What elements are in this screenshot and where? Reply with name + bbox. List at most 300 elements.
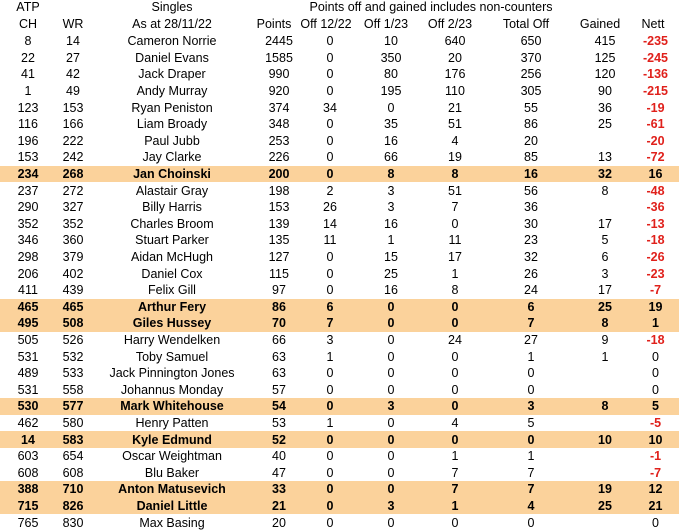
- table-row: [0, 498, 679, 515]
- total-off-cell: 7: [484, 481, 578, 498]
- table-row: [0, 348, 679, 365]
- off-1-23-cell: 35: [384, 117, 398, 132]
- off-1-23-cell: 0: [387, 515, 395, 530]
- off-1-23-cell: 0: [356, 315, 426, 332]
- gained-cell: 10: [578, 431, 632, 448]
- off-2-23-cell: 8: [426, 166, 484, 183]
- player-name: Blu Baker: [144, 465, 200, 480]
- gained-cell: 9: [601, 332, 609, 347]
- off-2-23-cell: 19: [448, 150, 462, 165]
- off-12-22-cell: 0: [326, 283, 334, 298]
- nett-cell: 0: [652, 366, 659, 381]
- points-cell: 198: [268, 183, 290, 198]
- points-cell: 920: [268, 84, 290, 99]
- off-1-23-cell: 0: [387, 382, 395, 397]
- off-2-23-cell: 176: [444, 67, 466, 82]
- gained-cell: 90: [598, 84, 612, 99]
- nett-cell: -18: [646, 233, 665, 248]
- ch-cell: 116: [18, 117, 38, 132]
- wr-cell: 577: [56, 398, 90, 415]
- total-off-cell: 4: [484, 498, 578, 515]
- off-2-23-cell: 1: [451, 266, 459, 281]
- nett-cell: -36: [646, 200, 665, 215]
- wr-cell: 533: [62, 366, 84, 381]
- gained-cell: 25: [578, 498, 632, 515]
- wr-cell: 508: [56, 315, 90, 332]
- player-name: Toby Samuel: [135, 349, 209, 364]
- gained-cell: 17: [598, 216, 612, 231]
- nett-cell: -13: [646, 216, 665, 231]
- rankings-body: [0, 33, 679, 531]
- total-off-cell: 5: [527, 415, 535, 430]
- total-off-cell: 56: [524, 183, 538, 198]
- player-name: Jack Pinnington Jones: [109, 366, 235, 381]
- off-2-23-cell: 640: [444, 34, 466, 49]
- ch-cell: 495: [0, 315, 56, 332]
- gained-cell: 8: [578, 315, 632, 332]
- ch-cell: 206: [17, 266, 39, 281]
- table-row: [0, 398, 679, 415]
- off-1-23-cell: 3: [387, 183, 395, 198]
- gained-cell: 8: [601, 183, 609, 198]
- off-12-22-cell: 0: [304, 431, 356, 448]
- off-2-23-cell: 0: [426, 315, 484, 332]
- player-name: Anton Matusevich: [90, 481, 254, 498]
- wr-cell: 166: [62, 117, 84, 132]
- table-row: [0, 50, 679, 67]
- player-name: Daniel Evans: [135, 50, 209, 65]
- nett-cell: -72: [646, 150, 665, 165]
- gained-cell: 19: [578, 481, 632, 498]
- nett-cell: -1: [649, 449, 662, 464]
- player-name: Harry Wendelken: [123, 332, 221, 347]
- table-row: [0, 83, 679, 100]
- ch-cell: 462: [17, 415, 39, 430]
- table-row: [0, 299, 679, 316]
- table-row: [0, 282, 679, 299]
- wr-cell: 558: [62, 382, 84, 397]
- ch-cell: 530: [0, 398, 56, 415]
- gained-cell: 25: [598, 117, 612, 132]
- atp-header: ATP: [16, 0, 40, 14]
- col-header-wr: WR: [62, 17, 84, 31]
- total-off-cell: 370: [520, 50, 542, 65]
- col-header-date: As at 28/11/22: [132, 17, 212, 31]
- points-cell: 1585: [265, 50, 293, 65]
- off-1-23-cell: 3: [356, 398, 426, 415]
- wr-cell: 465: [56, 299, 90, 316]
- points-cell: 115: [269, 266, 289, 281]
- wr-cell: 272: [62, 183, 84, 198]
- gained-cell: 125: [594, 50, 616, 65]
- total-off-cell: 24: [524, 283, 538, 298]
- table-row: [0, 133, 679, 150]
- total-off-cell: 27: [524, 332, 538, 347]
- total-off-cell: 20: [524, 133, 538, 148]
- total-off-cell: 32: [524, 250, 538, 265]
- col-header-total-off: Total Off: [502, 17, 550, 31]
- gained-cell: 1: [601, 349, 609, 364]
- table-row: [0, 216, 679, 233]
- total-off-cell: 650: [520, 34, 542, 49]
- player-name: Max Basing: [139, 515, 205, 530]
- table-row: [0, 199, 679, 216]
- table-row: [0, 514, 679, 531]
- table-row: [0, 265, 679, 282]
- wr-cell: 268: [56, 166, 90, 183]
- off-2-23-cell: 21: [448, 100, 462, 115]
- off-1-23-cell: 15: [384, 250, 398, 265]
- off-1-23-cell: 350: [380, 50, 402, 65]
- nett-cell: 0: [652, 515, 659, 530]
- off-2-23-cell: 7: [426, 481, 484, 498]
- ch-cell: 411: [18, 283, 38, 298]
- points-cell: 200: [254, 166, 304, 183]
- ch-cell: 8: [24, 34, 32, 49]
- total-off-cell: 1: [527, 349, 535, 364]
- table-row: [0, 116, 679, 133]
- table-row: [0, 332, 679, 349]
- off-2-23-cell: 17: [448, 250, 462, 265]
- nett-cell: -235: [642, 34, 669, 49]
- total-off-cell: 256: [520, 67, 542, 82]
- off-2-23-cell: 0: [451, 349, 459, 364]
- off-12-22-cell: 0: [326, 449, 334, 464]
- wr-cell: 608: [62, 465, 84, 480]
- off-2-23-cell: 7: [451, 200, 459, 215]
- rankings-table: [0, 33, 679, 531]
- points-note: Points off and gained includes non-counters: [309, 0, 553, 14]
- off-1-23-cell: 3: [356, 498, 426, 515]
- wr-cell: 14: [66, 34, 80, 49]
- wr-cell: 532: [62, 349, 84, 364]
- off-12-22-cell: 7: [304, 315, 356, 332]
- off-2-23-cell: 51: [448, 117, 462, 132]
- table-row: [0, 381, 679, 398]
- nett-cell: -245: [642, 50, 669, 65]
- nett-cell: -61: [646, 117, 665, 132]
- points-cell: 97: [272, 283, 286, 298]
- off-2-23-cell: 0: [451, 366, 459, 381]
- table-row: [0, 232, 679, 249]
- off-12-22-cell: 0: [326, 133, 334, 148]
- table-row: [0, 431, 679, 448]
- total-off-cell: 305: [520, 84, 542, 99]
- off-2-23-cell: 1: [426, 498, 484, 515]
- ch-cell: 153: [17, 150, 39, 165]
- nett-cell: -48: [646, 183, 665, 198]
- off-12-22-cell: 2: [326, 183, 334, 198]
- player-name: Giles Hussey: [90, 315, 254, 332]
- points-cell: 63: [272, 366, 286, 381]
- wr-cell: 42: [66, 67, 80, 82]
- points-cell: 86: [254, 299, 304, 316]
- wr-cell: 830: [62, 515, 84, 530]
- player-name: Ryan Peniston: [131, 100, 213, 115]
- total-off-cell: 26: [524, 266, 538, 281]
- player-name: Jay Clarke: [142, 150, 202, 165]
- ch-cell: 608: [17, 465, 39, 480]
- player-name: Jan Choinski: [90, 166, 254, 183]
- total-off-cell: 16: [484, 166, 578, 183]
- off-1-23-cell: 0: [387, 332, 395, 347]
- off-12-22-cell: 0: [326, 50, 334, 65]
- gained-cell: 25: [578, 299, 632, 316]
- ch-cell: 531: [17, 382, 39, 397]
- off-1-23-cell: 195: [380, 84, 402, 99]
- table-row: [0, 464, 679, 481]
- points-cell: 135: [268, 233, 290, 248]
- player-name: Oscar Weightman: [122, 449, 222, 464]
- total-off-cell: 86: [524, 117, 538, 132]
- off-2-23-cell: 24: [448, 332, 462, 347]
- off-12-22-cell: 0: [326, 84, 334, 99]
- ch-cell: 765: [17, 515, 39, 530]
- off-2-23-cell: 8: [451, 283, 459, 298]
- player-name: Johannus Monday: [120, 382, 224, 397]
- wr-cell: 379: [62, 250, 84, 265]
- col-header-points: Points: [256, 17, 292, 31]
- off-1-23-cell: 16: [384, 133, 398, 148]
- off-1-23-cell: 66: [384, 150, 398, 165]
- ch-cell: 531: [17, 349, 39, 364]
- ch-cell: 489: [17, 366, 39, 381]
- gained-cell: 17: [598, 283, 612, 298]
- off-2-23-cell: 11: [448, 233, 462, 248]
- col-header-nett: Nett: [641, 17, 665, 31]
- off-2-23-cell: 7: [451, 465, 459, 480]
- wr-cell: 242: [62, 150, 84, 165]
- nett-cell: -215: [642, 84, 669, 99]
- player-name: Paul Jubb: [144, 133, 200, 148]
- off-1-23-cell: 10: [384, 34, 398, 49]
- gained-cell: [578, 199, 632, 216]
- nett-cell: 21: [632, 498, 679, 515]
- off-12-22-cell: 1: [326, 415, 334, 430]
- points-cell: 57: [272, 382, 286, 397]
- nett-cell: 0: [652, 382, 659, 397]
- gained-cell: 415: [594, 34, 616, 49]
- off-1-23-cell: 0: [356, 299, 426, 316]
- off-12-22-cell: 3: [326, 332, 334, 347]
- player-name: Alastair Gray: [135, 183, 209, 198]
- player-name: Mark Whitehouse: [90, 398, 254, 415]
- table-row: [0, 149, 679, 166]
- nett-cell: -136: [642, 67, 669, 82]
- col-header-ch: CH: [18, 17, 38, 31]
- total-off-cell: 0: [527, 366, 535, 381]
- off-12-22-cell: 0: [326, 465, 334, 480]
- points-cell: 70: [254, 315, 304, 332]
- wr-cell: 710: [56, 481, 90, 498]
- player-name: Aidan McHugh: [131, 250, 213, 265]
- off-12-22-cell: 0: [326, 34, 334, 49]
- off-2-23-cell: 0: [426, 299, 484, 316]
- off-12-22-cell: 1: [326, 349, 334, 364]
- nett-cell: 1: [632, 315, 679, 332]
- points-cell: 53: [272, 415, 286, 430]
- points-cell: 226: [268, 150, 290, 165]
- col-header-off-1-23: Off 1/23: [363, 17, 409, 31]
- gained-cell: [578, 365, 632, 382]
- gained-cell: 120: [594, 67, 616, 82]
- wr-cell: 402: [62, 266, 84, 281]
- ch-cell: 388: [0, 481, 56, 498]
- nett-cell: -18: [646, 332, 665, 347]
- off-12-22-cell: 0: [304, 481, 356, 498]
- gained-cell: 36: [598, 100, 612, 115]
- off-2-23-cell: 0: [426, 398, 484, 415]
- total-off-cell: 0: [484, 431, 578, 448]
- table-row: [0, 33, 679, 50]
- player-name: Cameron Norrie: [127, 34, 217, 49]
- off-2-23-cell: 0: [451, 216, 459, 231]
- wr-cell: 27: [66, 50, 80, 65]
- off-1-23-cell: 25: [384, 266, 398, 281]
- off-1-23-cell: 1: [387, 233, 395, 248]
- ch-cell: 298: [17, 250, 39, 265]
- gained-cell: [578, 415, 632, 432]
- off-12-22-cell: 6: [304, 299, 356, 316]
- wr-cell: 439: [62, 283, 84, 298]
- points-cell: 348: [268, 117, 290, 132]
- player-name: Liam Broady: [136, 117, 208, 132]
- table-row: [0, 365, 679, 382]
- table-row: [0, 448, 679, 465]
- total-off-cell: 30: [524, 216, 538, 231]
- wr-cell: 826: [56, 498, 90, 515]
- col-header-gained: Gained: [579, 17, 621, 31]
- off-12-22-cell: 0: [326, 117, 334, 132]
- wr-cell: 654: [62, 449, 84, 464]
- player-name: Daniel Cox: [141, 266, 203, 281]
- off-2-23-cell: 20: [448, 50, 462, 65]
- total-off-cell: 3: [484, 398, 578, 415]
- ch-cell: 505: [17, 332, 39, 347]
- points-cell: 63: [272, 349, 286, 364]
- gained-cell: 5: [601, 233, 609, 248]
- ch-cell: 603: [17, 449, 39, 464]
- points-cell: 54: [254, 398, 304, 415]
- gained-cell: [578, 448, 632, 465]
- nett-cell: -20: [646, 133, 665, 148]
- gained-cell: 8: [578, 398, 632, 415]
- off-2-23-cell: 110: [445, 84, 465, 99]
- off-12-22-cell: 0: [304, 498, 356, 515]
- off-2-23-cell: 0: [426, 431, 484, 448]
- player-name: Daniel Little: [90, 498, 254, 515]
- wr-cell: 580: [62, 415, 84, 430]
- player-name: Andy Murray: [136, 84, 208, 99]
- total-off-cell: 55: [524, 100, 538, 115]
- total-off-cell: 1: [527, 449, 535, 464]
- off-2-23-cell: 51: [448, 183, 462, 198]
- ch-cell: 346: [17, 233, 39, 248]
- total-off-cell: 6: [484, 299, 578, 316]
- ch-cell: 715: [0, 498, 56, 515]
- off-1-23-cell: 80: [384, 67, 398, 82]
- total-off-cell: 23: [524, 233, 538, 248]
- points-cell: 40: [272, 449, 286, 464]
- off-1-23-cell: 16: [384, 283, 398, 298]
- off-12-22-cell: 0: [326, 150, 334, 165]
- off-1-23-cell: 8: [356, 166, 426, 183]
- total-off-cell: 36: [524, 200, 538, 215]
- total-off-cell: 0: [527, 382, 535, 397]
- ch-cell: 465: [0, 299, 56, 316]
- total-off-cell: 7: [527, 465, 535, 480]
- off-1-23-cell: 0: [356, 431, 426, 448]
- table-row: [0, 182, 679, 199]
- ch-cell: 237: [17, 183, 39, 198]
- points-cell: 47: [272, 465, 286, 480]
- off-1-23-cell: 0: [387, 465, 395, 480]
- nett-cell: 16: [632, 166, 679, 183]
- wr-cell: 49: [66, 84, 80, 99]
- points-cell: 253: [268, 133, 290, 148]
- points-cell: 2445: [265, 34, 293, 49]
- ch-cell: 22: [21, 50, 35, 65]
- off-1-23-cell: 0: [387, 449, 395, 464]
- total-off-cell: 0: [527, 515, 535, 530]
- table-row: [0, 315, 679, 332]
- wr-cell: 153: [62, 100, 84, 115]
- points-cell: 52: [254, 431, 304, 448]
- wr-cell: 222: [62, 133, 84, 148]
- player-name: Felix Gill: [148, 283, 196, 298]
- gained-cell: [578, 464, 632, 481]
- gained-cell: [578, 133, 632, 150]
- nett-cell: 5: [632, 398, 679, 415]
- off-1-23-cell: 16: [384, 216, 398, 231]
- table-row: [0, 166, 679, 183]
- points-cell: 139: [268, 216, 290, 231]
- points-cell: 66: [272, 332, 286, 347]
- nett-cell: -23: [646, 266, 665, 281]
- off-12-22-cell: 0: [326, 266, 334, 281]
- off-12-22-cell: 11: [323, 233, 337, 248]
- points-cell: 153: [268, 200, 290, 215]
- off-1-23-cell: 0: [387, 415, 395, 430]
- gained-cell: [578, 381, 632, 398]
- singles-header: Singles: [151, 0, 193, 14]
- points-cell: 127: [268, 250, 290, 265]
- off-12-22-cell: 0: [304, 398, 356, 415]
- nett-cell: 19: [632, 299, 679, 316]
- table-row: [0, 249, 679, 266]
- off-12-22-cell: 0: [304, 166, 356, 183]
- player-name: Billy Harris: [142, 200, 202, 215]
- off-2-23-cell: 0: [451, 382, 459, 397]
- nett-cell: 0: [652, 349, 659, 364]
- player-name: Arthur Fery: [90, 299, 254, 316]
- points-cell: 20: [272, 515, 286, 530]
- off-1-23-cell: 0: [387, 100, 395, 115]
- points-cell: 21: [254, 498, 304, 515]
- off-12-22-cell: 34: [323, 100, 337, 115]
- player-name: Charles Broom: [130, 216, 214, 231]
- off-12-22-cell: 14: [323, 216, 337, 231]
- nett-cell: 12: [632, 481, 679, 498]
- off-12-22-cell: 0: [326, 382, 334, 397]
- points-cell: 33: [254, 481, 304, 498]
- nett-cell: -7: [649, 465, 662, 480]
- off-12-22-cell: 0: [326, 366, 334, 381]
- nett-cell: -5: [649, 415, 662, 430]
- off-1-23-cell: 0: [387, 366, 395, 381]
- table-row: [0, 66, 679, 83]
- ch-cell: 352: [17, 216, 39, 231]
